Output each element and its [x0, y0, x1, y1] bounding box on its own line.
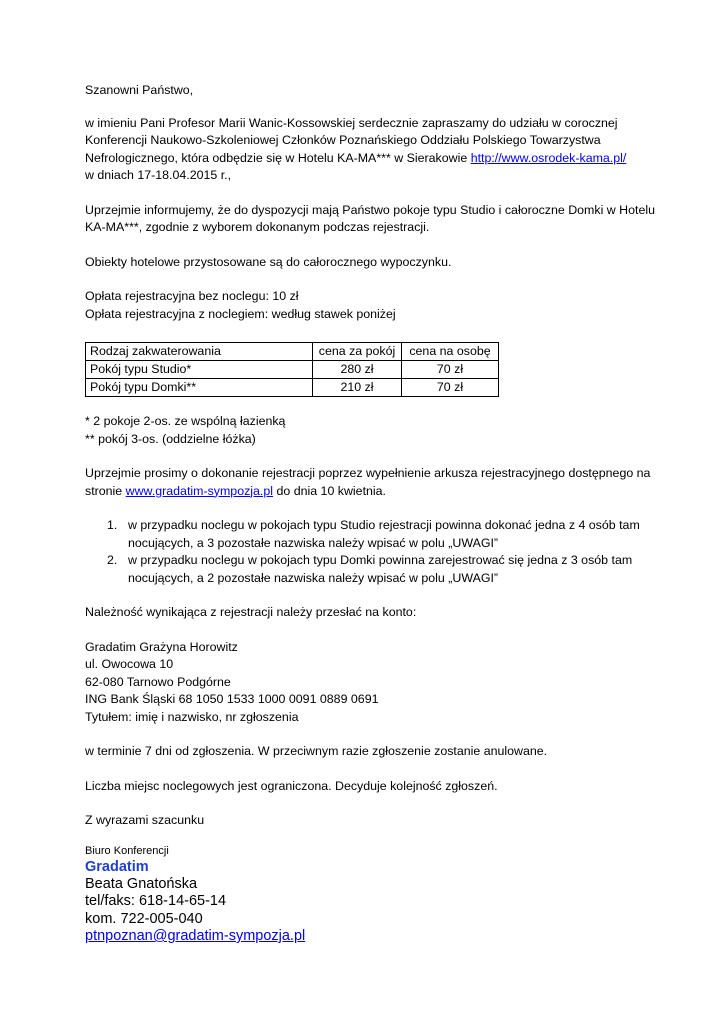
letter-page — [85, 82, 665, 946]
intro-dates: w dniach 17-18.04.2015 r., — [85, 168, 232, 182]
list-number: 2. — [107, 553, 118, 567]
table-cell: Pokój typu Domki** — [86, 379, 313, 397]
register-deadline: do dnia 10 kwietnia. — [276, 483, 386, 498]
account-city: 62-080 Tarnowo Podgórne — [85, 674, 231, 689]
signature-brand: Gradatim — [85, 858, 149, 875]
payment-term: w terminie 7 dni od zgłoszenia. W przeciwnym razie zgłoszenie zostanie anulowane. — [85, 744, 548, 758]
account-name: Gradatim Grażyna Horowitz — [85, 639, 238, 654]
list-item — [85, 552, 665, 587]
table-cell: Pokój typu Studio* — [86, 361, 313, 379]
limited-places: Liczba miejsc noclegowych jest ograniczona. Decyduje kolejność zgłoszeń. — [85, 778, 498, 793]
signature-phone: tel/faks: 618-14-65-14 — [85, 893, 227, 909]
signature-email-link[interactable]: ptnpoznan@gradatim-sympozja.pl — [85, 928, 306, 944]
register-text: Uprzejmie prosimy o dokonanie rejestracji poprzez wypełnienie arkusza rejestracyjnego dostępnego na stronie — [85, 466, 651, 498]
instructions-list — [85, 517, 665, 587]
signature-mobile: kom. 722-005-040 — [85, 910, 203, 927]
year-round-info: Obiekty hotelowe przystosowane są do całorocznego wypoczynku. — [85, 254, 452, 269]
table-cell: 70 zł — [402, 379, 499, 397]
table-header-row — [86, 343, 499, 361]
table-header-cell: Rodzaj zakwaterowania — [86, 343, 313, 361]
table-cell: 210 zł — [313, 379, 402, 397]
signature-person: Beata Gnatońska — [85, 875, 198, 892]
rooms-info: Uprzejmie informujemy, że do dyspozycji mają Państwo pokoje typu Studio i całoroczne Domki w Hotelu KA-MA***, zgodnie z wyborem dokonanym podczas rejestracji. — [85, 202, 655, 234]
list-item-text: w przypadku noclegu w pokojach typu Domki powinna zarejestrować się jedna z 3 osób tam nocujących, a 2 pozostałe nazwiska należy wpisać w polu „UWAGI” — [128, 553, 633, 585]
table-header-cell: cena za pokój — [313, 343, 402, 361]
list-item — [85, 517, 665, 552]
account-title: Tytułem: imię i nazwisko, nr zgłoszenia — [85, 709, 299, 724]
register-paragraph — [85, 465, 665, 500]
footnote-studio: * 2 pokoje 2-os. ze wspólną łazienką — [85, 414, 286, 428]
fee-no-lodging: Opłata rejestracyjna bez noclegu: 10 zł — [85, 289, 299, 303]
intro-paragraph — [85, 115, 665, 185]
payment-intro: Należność wynikająca z rejestracji należy przesłać na konto: — [85, 605, 417, 619]
account-street: ul. Owocowa 10 — [85, 657, 174, 671]
intro-text: w imieniu Pani Profesor Marii Wanic-Kossowskiej serdecznie zapraszamy do udziału w corocznej Konferencji Naukowo-Szkoleniowej Członków Poznańskiego Oddziału Polskiego Towarzystwa Nefrologicznego, która odbędzie się w Hotelu KA-MA*** w Sierakowie — [85, 115, 618, 165]
table-cell: 70 zł — [402, 361, 499, 379]
fee-with-lodging: Opłata rejestracyjna z noclegiem: według stawek poniżej — [85, 306, 396, 321]
greeting: Szanowni Państwo, — [85, 83, 194, 97]
table-row — [86, 361, 499, 379]
price-table — [85, 342, 499, 397]
list-number: 1. — [107, 518, 118, 532]
table-header-cell: cena na osobę — [402, 343, 499, 361]
register-link[interactable]: www.gradatim-sympozja.pl — [125, 483, 274, 498]
table-cell: 280 zł — [313, 361, 402, 379]
account-bank: ING Bank Śląski 68 1050 1533 1000 0091 0889 0691 — [85, 692, 379, 706]
table-row — [86, 379, 499, 397]
footnote-domki: ** pokój 3-os. (oddzielne łóżka) — [85, 431, 256, 446]
signature-office: Biuro Konferencji — [85, 844, 169, 857]
closing: Z wyrazami szacunku — [85, 813, 205, 827]
list-item-text: w przypadku noclegu w pokojach typu Studio rejestracji powinna dokonać jedna z 4 osób tam nocujących, a 3 pozostałe nazwiska należy wpisać w polu „UWAGI” — [128, 518, 640, 550]
hotel-link[interactable]: http://www.osrodek-kama.pl/ — [470, 150, 627, 165]
